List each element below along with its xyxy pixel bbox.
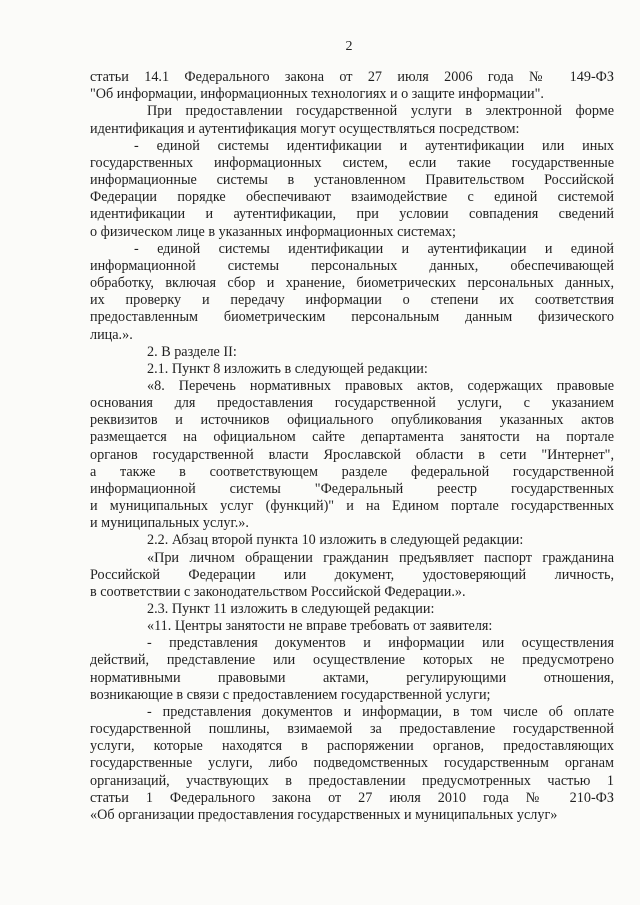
- text-line: 2. В разделе II:: [147, 343, 237, 360]
- text-line: возникающие в связи с предоставлением государственной услуги;: [90, 686, 491, 703]
- text-line: о физическом лице в указанных информационных системах;: [90, 223, 456, 240]
- text-line: Федерации порядке обеспечивают взаимодействие с единой системой: [90, 189, 614, 206]
- paragraph-p10: [90, 601, 614, 618]
- paragraph-p5: [90, 344, 614, 361]
- text-line: 2.2. Абзац второй пункта 10 изложить в следующей редакции:: [147, 532, 524, 549]
- paragraph-p12: [90, 635, 614, 704]
- text-line: а также в соответствующем разделе федеральной государственной: [90, 463, 614, 480]
- text-line: органов государственной власти Ярославской области в сети "Интернет",: [90, 446, 614, 463]
- text-line: услуги, которые находятся в распоряжении органов, предоставляющих: [90, 738, 614, 755]
- paragraph-p3: [90, 138, 614, 241]
- text-line: «При личном обращении гражданин предъявляет паспорт гражданина: [147, 549, 614, 566]
- text-line: размещается на официальном сайте департамента занятости на портале: [90, 429, 614, 446]
- text-line: обработку, включая сбор и хранение, биометрических персональных данных,: [90, 275, 614, 292]
- text-line: статьи 14.1 Федерального закона от 27 июля 2006 года № 149-ФЗ: [90, 69, 614, 86]
- paragraph-p11: [90, 618, 614, 635]
- text-line: реквизитов и источников официального опубликования указанных актов: [90, 412, 614, 429]
- text-line: в соответствии с законодательством Российской Федерации.».: [90, 583, 466, 600]
- paragraph-p7: [90, 378, 614, 532]
- text-line: 2.1. Пункт 8 изложить в следующей редакции:: [147, 360, 428, 377]
- text-line: "Об информации, информационных технологиях и о защите информации".: [90, 86, 544, 103]
- text-line: их проверку и передачу информации о степени их соответствия: [90, 292, 614, 309]
- text-line: государственной пошлины, взимаемой за предоставление государственной: [90, 721, 614, 738]
- document-body: [90, 69, 614, 824]
- paragraph-p8: [90, 532, 614, 549]
- text-line: - единой системы идентификации и аутентификации или иных: [134, 137, 614, 154]
- text-line: основания для предоставления государственной услуги, с указанием: [90, 395, 614, 412]
- text-line: 2.3. Пункт 11 изложить в следующей редакции:: [147, 601, 435, 617]
- text-line: - представления документов и информации или осуществления: [147, 635, 614, 652]
- text-line: и муниципальных услуг.».: [90, 515, 249, 532]
- text-line: и муниципальных услуг (функций)" и на Едином портале государственных: [90, 498, 614, 515]
- text-line: лица.».: [90, 326, 133, 343]
- page-number: 2: [345, 39, 353, 54]
- text-line: предоставленным биометрическим персональным данным физического: [90, 309, 614, 326]
- paragraph-p4: [90, 241, 614, 344]
- paragraph-p13: [90, 704, 614, 824]
- paragraph-p9: [90, 550, 614, 601]
- text-line: идентификации и аутентификации, при условии совпадения сведений: [90, 206, 614, 223]
- text-line: информационные системы в установленном Правительством Российской: [90, 172, 614, 189]
- text-line: действий, представление или осуществление которых не предусмотрено: [90, 652, 614, 669]
- paragraph-p6: [90, 361, 614, 378]
- text-line: - представления документов и информации, в том числе об оплате: [147, 703, 614, 720]
- text-line: «11. Центры занятости не вправе требовать от заявителя:: [147, 618, 493, 635]
- text-line: информационной системы персональных данных, обеспечивающей: [90, 257, 614, 274]
- paragraph-p1: [90, 69, 614, 103]
- text-line: информационной системы "Федеральный реестр государственных: [90, 480, 614, 497]
- text-line: «8. Перечень нормативных правовых актов, содержащих правовые: [147, 377, 614, 394]
- text-line: нормативными правовыми актами, регулирующими отношения,: [90, 669, 614, 686]
- text-line: Российской Федерации или документ, удостоверяющий личность,: [90, 566, 614, 583]
- text-line: идентификация и аутентификация могут осуществляться посредством:: [90, 120, 520, 137]
- text-line: При предоставлении государственной услуги в электронной форме: [147, 103, 614, 120]
- paragraph-p2: [90, 103, 614, 137]
- text-line: государственные услуги, либо подведомственных государственным органам: [90, 755, 614, 772]
- text-line: государственных информационных систем, если такие государственные: [90, 154, 614, 171]
- text-line: «Об организации предоставления государственных и муниципальных услуг»: [90, 806, 558, 823]
- text-line: - единой системы идентификации и аутентификации и единой: [134, 240, 614, 257]
- text-line: организаций, участвующих в предоставлении предусмотренных частью 1: [90, 772, 614, 789]
- text-line: статьи 1 Федерального закона от 27 июля 2010 года № 210-ФЗ: [90, 789, 614, 806]
